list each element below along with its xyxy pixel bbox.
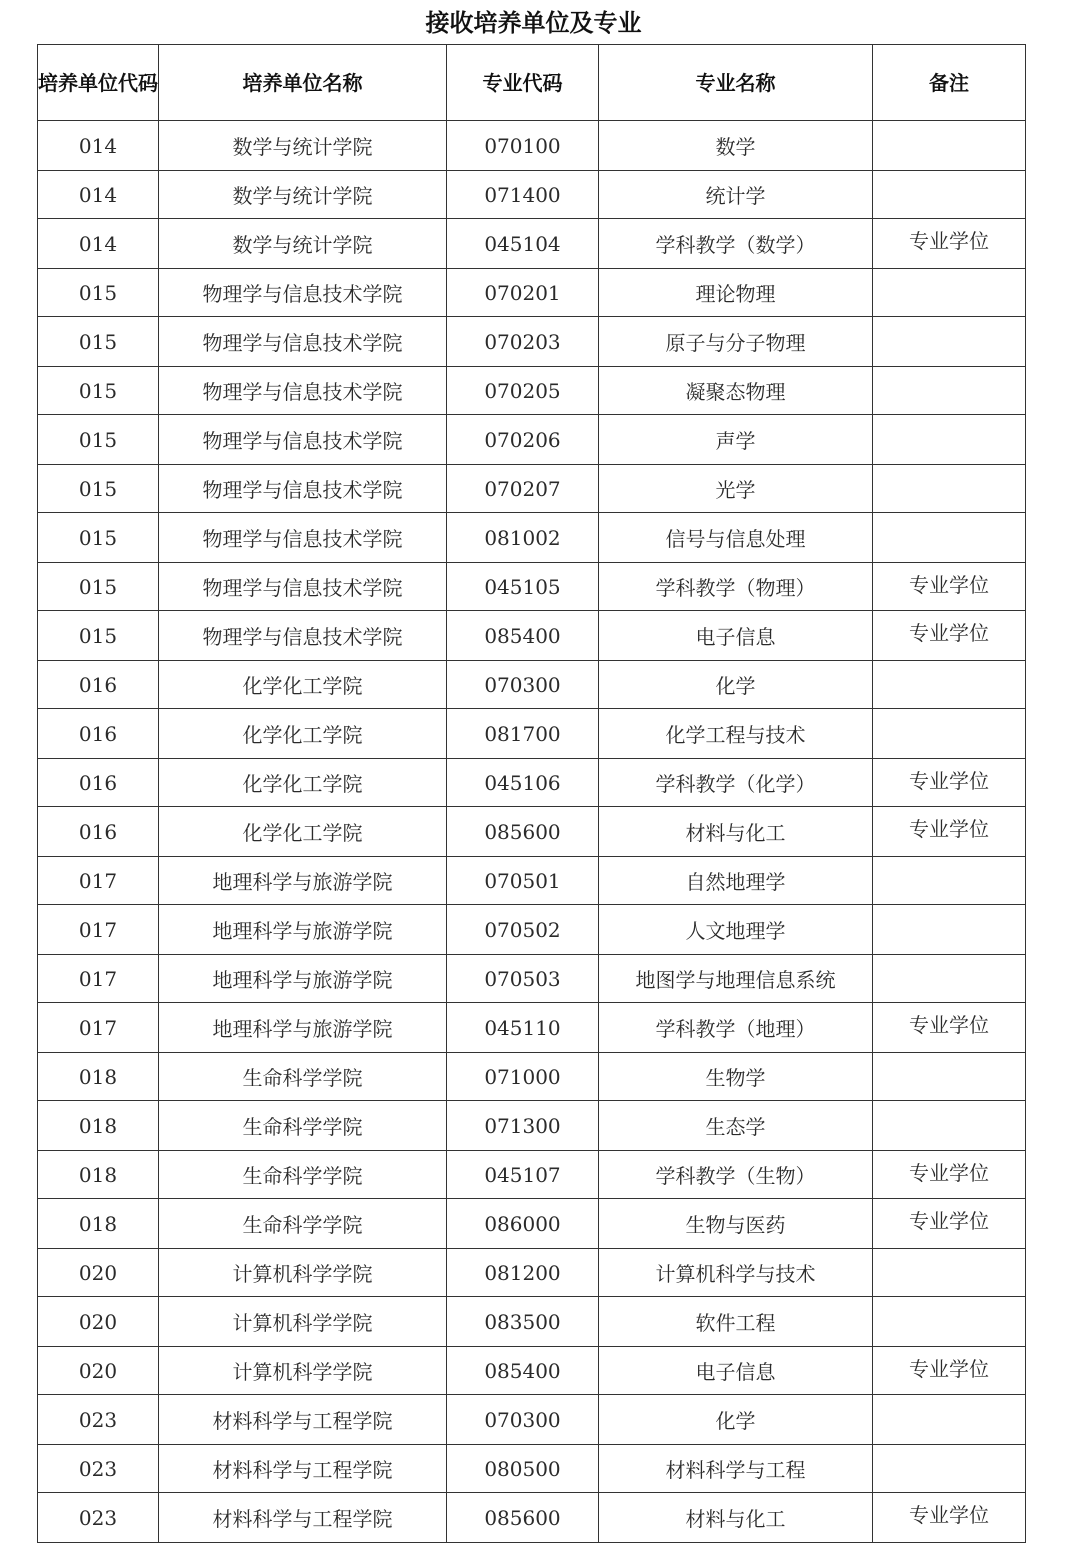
unit-code-cell: 018 bbox=[38, 1151, 159, 1199]
unit-name-cell: 化学化工学院 bbox=[159, 759, 447, 807]
table-row bbox=[38, 367, 1026, 415]
major-name-cell: 生物学 bbox=[599, 1053, 873, 1101]
unit-code-cell: 018 bbox=[38, 1053, 159, 1101]
unit-name-cell: 化学化工学院 bbox=[159, 709, 447, 759]
major-code-cell: 045110 bbox=[447, 1003, 599, 1053]
unit-name-cell: 生命科学学院 bbox=[159, 1151, 447, 1199]
unit-name-cell: 地理科学与旅游学院 bbox=[159, 1003, 447, 1053]
unit-code-cell: 015 bbox=[38, 367, 159, 415]
unit-code-cell: 017 bbox=[38, 905, 159, 955]
unit-code-cell: 015 bbox=[38, 513, 159, 563]
major-code-cell: 045106 bbox=[447, 759, 599, 807]
remark-cell bbox=[873, 317, 1026, 367]
major-name-cell: 光学 bbox=[599, 465, 873, 513]
remark-cell bbox=[873, 121, 1026, 171]
major-name-cell: 化学工程与技术 bbox=[599, 709, 873, 759]
remark-cell bbox=[873, 465, 1026, 513]
unit-code-cell: 014 bbox=[38, 121, 159, 171]
unit-name-cell: 材料科学与工程学院 bbox=[159, 1493, 447, 1543]
major-code-cell: 070201 bbox=[447, 269, 599, 317]
major-code-cell: 070501 bbox=[447, 857, 599, 905]
table-row bbox=[38, 661, 1026, 709]
table-row bbox=[38, 1199, 1026, 1249]
unit-code-cell: 018 bbox=[38, 1199, 159, 1249]
major-code-cell: 085400 bbox=[447, 1347, 599, 1395]
unit-code-cell: 020 bbox=[38, 1249, 159, 1297]
major-name-cell: 计算机科学与技术 bbox=[599, 1249, 873, 1297]
unit-name-cell: 计算机科学学院 bbox=[159, 1347, 447, 1395]
header-unit-code: 培养单位代码 bbox=[38, 45, 159, 121]
major-code-cell: 085600 bbox=[447, 1493, 599, 1543]
remark-cell: 专业学位 bbox=[873, 1003, 1026, 1053]
remark-cell bbox=[873, 367, 1026, 415]
table-row bbox=[38, 513, 1026, 563]
major-name-cell: 统计学 bbox=[599, 171, 873, 219]
remark-cell: 专业学位 bbox=[873, 1493, 1026, 1543]
unit-code-cell: 016 bbox=[38, 807, 159, 857]
major-code-cell: 080500 bbox=[447, 1445, 599, 1493]
table-row bbox=[38, 905, 1026, 955]
major-code-cell: 085600 bbox=[447, 807, 599, 857]
table-row bbox=[38, 317, 1026, 367]
major-name-cell: 学科教学（数学） bbox=[599, 219, 873, 269]
remark-cell: 专业学位 bbox=[873, 1199, 1026, 1249]
header-remark: 备注 bbox=[873, 45, 1026, 121]
unit-code-cell: 023 bbox=[38, 1445, 159, 1493]
major-code-cell: 081200 bbox=[447, 1249, 599, 1297]
remark-cell bbox=[873, 1297, 1026, 1347]
major-code-cell: 070300 bbox=[447, 661, 599, 709]
major-name-cell: 学科教学（生物） bbox=[599, 1151, 873, 1199]
unit-code-cell: 015 bbox=[38, 415, 159, 465]
table-row bbox=[38, 1395, 1026, 1445]
table-row bbox=[38, 1297, 1026, 1347]
table-row bbox=[38, 1249, 1026, 1297]
remark-cell bbox=[873, 857, 1026, 905]
major-name-cell: 化学 bbox=[599, 661, 873, 709]
table-row bbox=[38, 1101, 1026, 1151]
unit-name-cell: 地理科学与旅游学院 bbox=[159, 955, 447, 1003]
unit-name-cell: 物理学与信息技术学院 bbox=[159, 317, 447, 367]
major-code-cell: 070503 bbox=[447, 955, 599, 1003]
table-row bbox=[38, 1151, 1026, 1199]
unit-name-cell: 物理学与信息技术学院 bbox=[159, 367, 447, 415]
remark-cell bbox=[873, 905, 1026, 955]
unit-name-cell: 数学与统计学院 bbox=[159, 121, 447, 171]
major-code-cell: 070502 bbox=[447, 905, 599, 955]
table-row bbox=[38, 219, 1026, 269]
table-row bbox=[38, 1445, 1026, 1493]
table-row bbox=[38, 171, 1026, 219]
major-code-cell: 045107 bbox=[447, 1151, 599, 1199]
remark-cell: 专业学位 bbox=[873, 1347, 1026, 1395]
unit-name-cell: 物理学与信息技术学院 bbox=[159, 465, 447, 513]
major-code-cell: 070100 bbox=[447, 121, 599, 171]
table-row bbox=[38, 807, 1026, 857]
major-code-cell: 045104 bbox=[447, 219, 599, 269]
major-code-cell: 081002 bbox=[447, 513, 599, 563]
unit-name-cell: 生命科学学院 bbox=[159, 1053, 447, 1101]
remark-cell bbox=[873, 415, 1026, 465]
remark-cell bbox=[873, 955, 1026, 1003]
major-code-cell: 071300 bbox=[447, 1101, 599, 1151]
unit-name-cell: 物理学与信息技术学院 bbox=[159, 415, 447, 465]
major-name-cell: 材料与化工 bbox=[599, 1493, 873, 1543]
major-name-cell: 地图学与地理信息系统 bbox=[599, 955, 873, 1003]
unit-code-cell: 017 bbox=[38, 857, 159, 905]
table-row bbox=[38, 121, 1026, 171]
unit-name-cell: 计算机科学学院 bbox=[159, 1249, 447, 1297]
table-row bbox=[38, 857, 1026, 905]
unit-name-cell: 物理学与信息技术学院 bbox=[159, 563, 447, 611]
remark-cell bbox=[873, 661, 1026, 709]
remark-cell bbox=[873, 1249, 1026, 1297]
unit-name-cell: 地理科学与旅游学院 bbox=[159, 857, 447, 905]
remark-cell bbox=[873, 269, 1026, 317]
major-name-cell: 人文地理学 bbox=[599, 905, 873, 955]
remark-cell bbox=[873, 513, 1026, 563]
table-row bbox=[38, 955, 1026, 1003]
table-row bbox=[38, 1493, 1026, 1543]
remark-cell bbox=[873, 1053, 1026, 1101]
unit-code-cell: 014 bbox=[38, 171, 159, 219]
table-row bbox=[38, 1053, 1026, 1101]
unit-code-cell: 015 bbox=[38, 563, 159, 611]
remark-cell bbox=[873, 1101, 1026, 1151]
major-code-cell: 083500 bbox=[447, 1297, 599, 1347]
unit-code-cell: 018 bbox=[38, 1101, 159, 1151]
unit-code-cell: 020 bbox=[38, 1297, 159, 1347]
major-name-cell: 生物与医药 bbox=[599, 1199, 873, 1249]
unit-name-cell: 化学化工学院 bbox=[159, 807, 447, 857]
major-code-cell: 085400 bbox=[447, 611, 599, 661]
unit-code-cell: 014 bbox=[38, 219, 159, 269]
header-major-code: 专业代码 bbox=[447, 45, 599, 121]
table-row bbox=[38, 709, 1026, 759]
unit-code-cell: 016 bbox=[38, 709, 159, 759]
unit-name-cell: 材料科学与工程学院 bbox=[159, 1395, 447, 1445]
table-row bbox=[38, 269, 1026, 317]
header-unit-name: 培养单位名称 bbox=[159, 45, 447, 121]
major-code-cell: 071400 bbox=[447, 171, 599, 219]
unit-name-cell: 地理科学与旅游学院 bbox=[159, 905, 447, 955]
major-code-cell: 070205 bbox=[447, 367, 599, 415]
remark-cell: 专业学位 bbox=[873, 611, 1026, 661]
majors-table bbox=[37, 44, 1026, 1543]
unit-code-cell: 023 bbox=[38, 1395, 159, 1445]
unit-name-cell: 化学化工学院 bbox=[159, 661, 447, 709]
unit-code-cell: 023 bbox=[38, 1493, 159, 1543]
unit-name-cell: 物理学与信息技术学院 bbox=[159, 611, 447, 661]
unit-code-cell: 017 bbox=[38, 955, 159, 1003]
unit-name-cell: 数学与统计学院 bbox=[159, 219, 447, 269]
unit-code-cell: 016 bbox=[38, 661, 159, 709]
unit-name-cell: 材料科学与工程学院 bbox=[159, 1445, 447, 1493]
table-row bbox=[38, 759, 1026, 807]
unit-code-cell: 015 bbox=[38, 269, 159, 317]
major-name-cell: 声学 bbox=[599, 415, 873, 465]
header-major-name: 专业名称 bbox=[599, 45, 873, 121]
major-name-cell: 凝聚态物理 bbox=[599, 367, 873, 415]
unit-code-cell: 015 bbox=[38, 611, 159, 661]
page-title: 接收培养单位及专业 bbox=[425, 9, 642, 37]
table-row bbox=[38, 611, 1026, 661]
major-name-cell: 学科教学（化学） bbox=[599, 759, 873, 807]
major-name-cell: 软件工程 bbox=[599, 1297, 873, 1347]
table-row bbox=[38, 563, 1026, 611]
unit-code-cell: 016 bbox=[38, 759, 159, 807]
major-name-cell: 电子信息 bbox=[599, 611, 873, 661]
unit-code-cell: 020 bbox=[38, 1347, 159, 1395]
remark-cell: 专业学位 bbox=[873, 807, 1026, 857]
major-code-cell: 086000 bbox=[447, 1199, 599, 1249]
major-code-cell: 045105 bbox=[447, 563, 599, 611]
major-name-cell: 化学 bbox=[599, 1395, 873, 1445]
table-row bbox=[38, 1003, 1026, 1053]
major-name-cell: 学科教学（地理） bbox=[599, 1003, 873, 1053]
remark-cell: 专业学位 bbox=[873, 563, 1026, 611]
table-header bbox=[38, 45, 1026, 121]
header-row bbox=[38, 45, 1026, 121]
major-code-cell: 070206 bbox=[447, 415, 599, 465]
major-code-cell: 081700 bbox=[447, 709, 599, 759]
remark-cell bbox=[873, 1445, 1026, 1493]
unit-name-cell: 计算机科学学院 bbox=[159, 1297, 447, 1347]
major-name-cell: 电子信息 bbox=[599, 1347, 873, 1395]
unit-code-cell: 015 bbox=[38, 465, 159, 513]
unit-code-cell: 017 bbox=[38, 1003, 159, 1053]
major-code-cell: 071000 bbox=[447, 1053, 599, 1101]
major-name-cell: 原子与分子物理 bbox=[599, 317, 873, 367]
major-name-cell: 数学 bbox=[599, 121, 873, 171]
major-name-cell: 学科教学（物理） bbox=[599, 563, 873, 611]
table-row bbox=[38, 465, 1026, 513]
remark-cell: 专业学位 bbox=[873, 219, 1026, 269]
major-code-cell: 070203 bbox=[447, 317, 599, 367]
unit-name-cell: 物理学与信息技术学院 bbox=[159, 269, 447, 317]
major-name-cell: 材料科学与工程 bbox=[599, 1445, 873, 1493]
remark-cell bbox=[873, 709, 1026, 759]
unit-code-cell: 015 bbox=[38, 317, 159, 367]
major-name-cell: 自然地理学 bbox=[599, 857, 873, 905]
major-code-cell: 070300 bbox=[447, 1395, 599, 1445]
major-code-cell: 070207 bbox=[447, 465, 599, 513]
unit-name-cell: 生命科学学院 bbox=[159, 1199, 447, 1249]
major-name-cell: 生态学 bbox=[599, 1101, 873, 1151]
unit-name-cell: 生命科学学院 bbox=[159, 1101, 447, 1151]
unit-name-cell: 物理学与信息技术学院 bbox=[159, 513, 447, 563]
major-name-cell: 理论物理 bbox=[599, 269, 873, 317]
table-row bbox=[38, 1347, 1026, 1395]
major-name-cell: 材料与化工 bbox=[599, 807, 873, 857]
remark-cell: 专业学位 bbox=[873, 1151, 1026, 1199]
remark-cell bbox=[873, 1395, 1026, 1445]
unit-name-cell: 数学与统计学院 bbox=[159, 171, 447, 219]
table-row bbox=[38, 415, 1026, 465]
remark-cell: 专业学位 bbox=[873, 759, 1026, 807]
table-body bbox=[38, 121, 1026, 1543]
major-name-cell: 信号与信息处理 bbox=[599, 513, 873, 563]
remark-cell bbox=[873, 171, 1026, 219]
